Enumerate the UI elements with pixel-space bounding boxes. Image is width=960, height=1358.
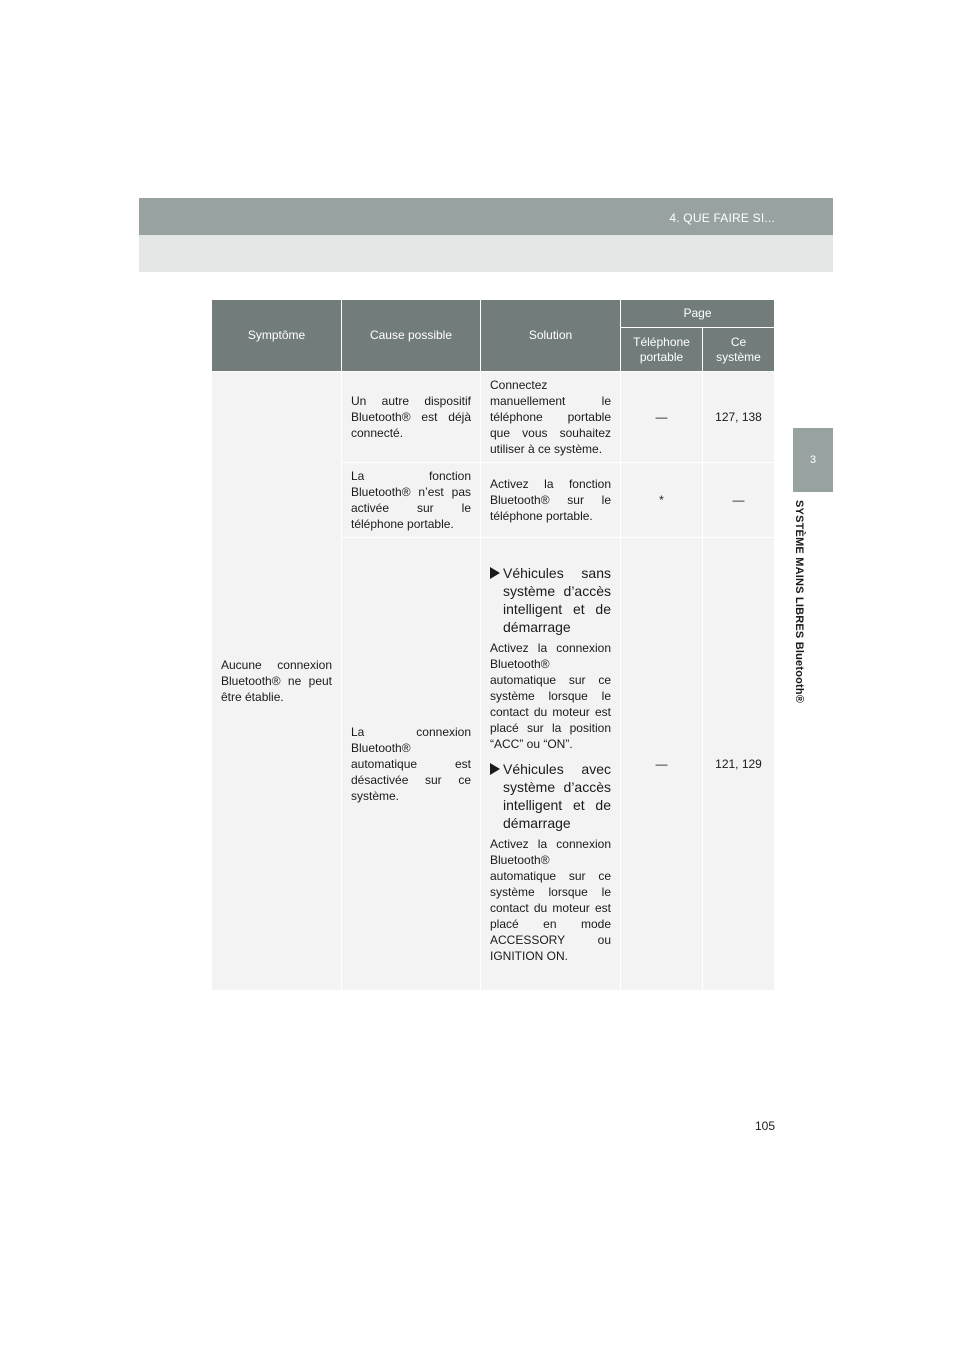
system-page-cell: 121, 129 bbox=[703, 538, 775, 991]
header-band bbox=[139, 198, 833, 235]
solution-cell: Connectez manuellement le téléphone portable que vous souhaitez utiliser à ce système. bbox=[481, 372, 621, 463]
cause-cell: Un autre dispositif Bluetooth® est déjà connecté. bbox=[342, 372, 481, 463]
header-solution: Solution bbox=[481, 300, 621, 372]
solution-cell bbox=[481, 538, 621, 991]
solution-text: Activez la connexion Bluetooth® automatique sur ce système lorsque le contact du moteur est placé en mode ACCESSORY ou IGNITION ON. bbox=[490, 837, 611, 963]
phone-page-cell: * bbox=[621, 463, 703, 538]
header-subband bbox=[139, 235, 833, 272]
vehicle-heading: Véhicules avec système d’accès intelligent et de démarrage bbox=[490, 760, 611, 832]
header-cause: Cause possible bbox=[342, 300, 481, 372]
solution-text: Activez la connexion Bluetooth® automatique sur ce système lorsque le contact du moteur est placé sur la position “ACC” ou “ON”. bbox=[490, 641, 611, 751]
symptom-cell: Aucune connexion Bluetooth® ne peut être établie. bbox=[212, 372, 342, 991]
phone-page-cell: — bbox=[621, 372, 703, 463]
chapter-number: 3 bbox=[809, 454, 817, 466]
header-symptom: Symptôme bbox=[212, 300, 342, 372]
header-page: Page bbox=[621, 300, 775, 328]
triangle-bullet-icon bbox=[490, 567, 500, 579]
cause-cell: La fonction Bluetooth® n’est pas activée sur le téléphone portable. bbox=[342, 463, 481, 538]
section-title: 4. QUE FAIRE SI... bbox=[669, 211, 775, 225]
triangle-bullet-icon bbox=[490, 763, 500, 775]
page-number: 105 bbox=[754, 1119, 775, 1133]
solution-cell: Activez la fonction Bluetooth® sur le téléphone portable. bbox=[481, 463, 621, 538]
vehicle-heading: Véhicules sans système d’accès intelligent et de démarrage bbox=[490, 564, 611, 636]
phone-page-cell: — bbox=[621, 538, 703, 991]
header-phone: Téléphone portable bbox=[621, 328, 703, 372]
chapter-title: SYSTÈME MAINS LIBRES Bluetooth® bbox=[793, 500, 805, 704]
troubleshooting-table bbox=[211, 299, 775, 991]
header-system: Ce système bbox=[703, 328, 775, 372]
table-row bbox=[212, 372, 775, 463]
chapter-tab bbox=[793, 428, 833, 492]
cause-cell: La connexion Bluetooth® automatique est désactivée sur ce système. bbox=[342, 538, 481, 991]
system-page-cell: 127, 138 bbox=[703, 372, 775, 463]
system-page-cell: — bbox=[703, 463, 775, 538]
